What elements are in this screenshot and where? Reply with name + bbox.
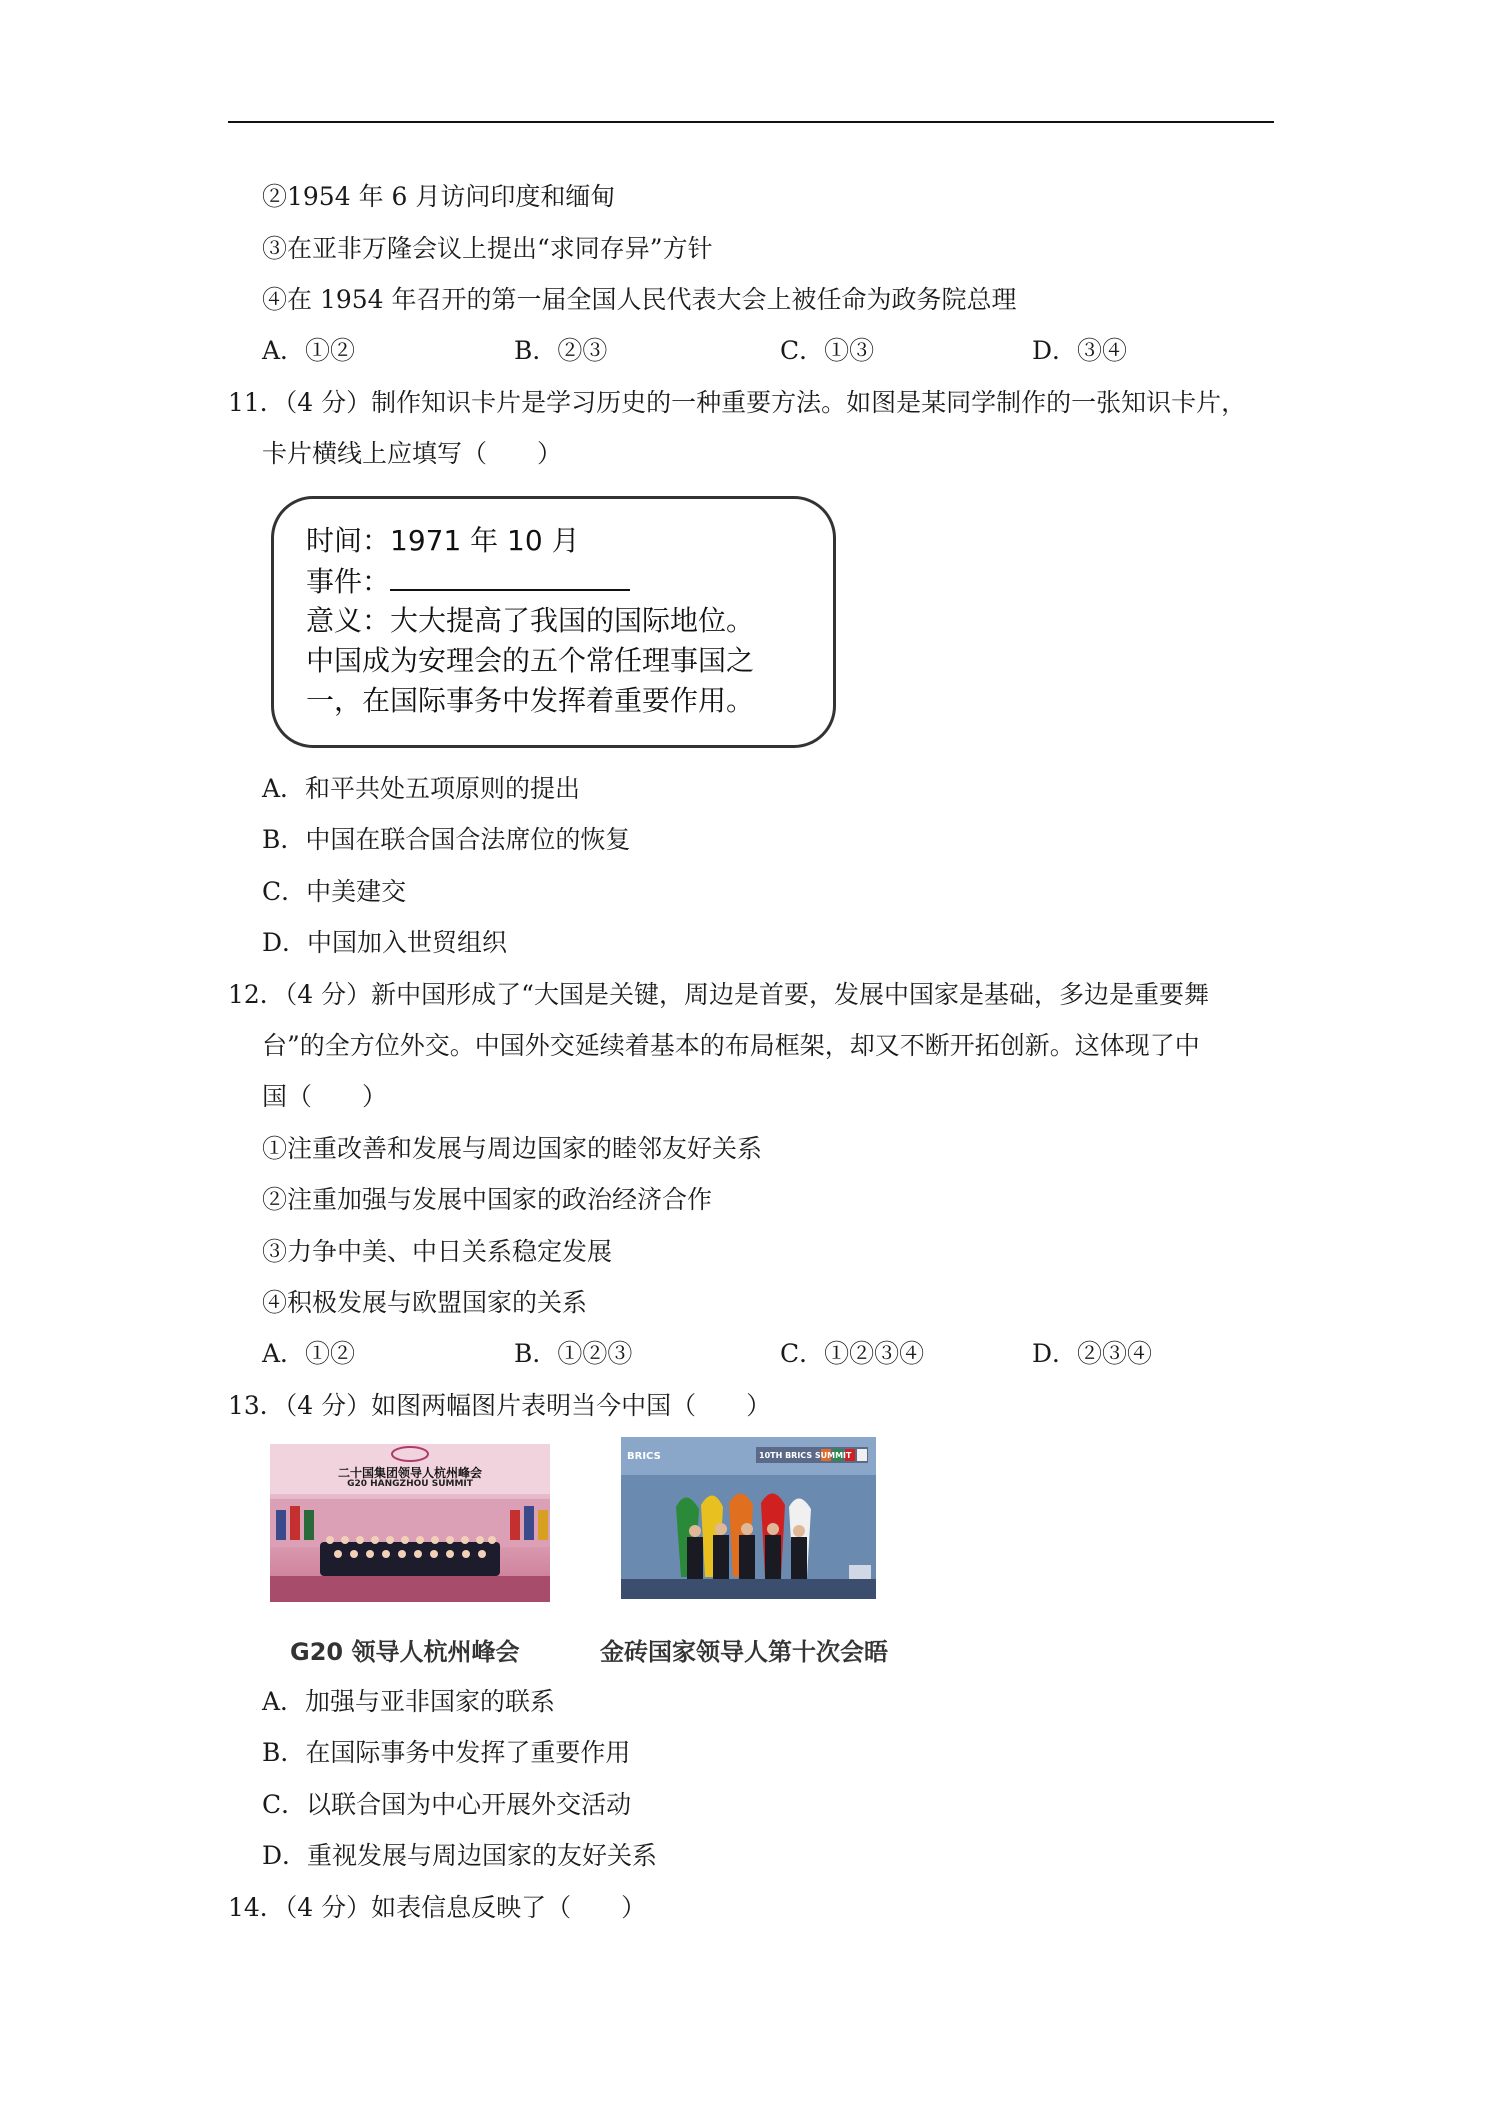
q10-item-4: ④在 1954 年召开的第一届全国人民代表大会上被任命为政务院总理 bbox=[262, 285, 1017, 314]
q12-item-4: ④积极发展与欧盟国家的关系 bbox=[262, 1288, 588, 1317]
q12-item-1: ①注重改善和发展与周边国家的睦邻友好关系 bbox=[262, 1134, 763, 1163]
card-time: 时间：1971 年 10 月 bbox=[306, 524, 580, 557]
brics-logo: BRICS bbox=[627, 1451, 661, 1462]
knowledge-card bbox=[271, 496, 836, 748]
q11-stem-line2: 卡片横线上应填写（ ） bbox=[262, 439, 563, 468]
g20-banner-cn: 二十国集团领导人杭州峰会 bbox=[337, 1466, 482, 1480]
q12-stem-line3: 国（ ） bbox=[262, 1082, 388, 1111]
q10-item-3: ③在亚非万隆会议上提出“求同存异”方针 bbox=[262, 234, 713, 263]
brics-photo bbox=[621, 1437, 876, 1599]
q14-stem: 14．（4 分）如表信息反映了（ ） bbox=[228, 1893, 647, 1922]
q12-option-b[interactable]: B．①②③ bbox=[514, 1339, 633, 1368]
brics-banner: 10TH BRICS SUMMIT bbox=[759, 1451, 852, 1460]
q11-option-d[interactable]: D．中国加入世贸组织 bbox=[262, 928, 508, 957]
q10-option-a[interactable]: A．①② bbox=[262, 336, 356, 365]
card-meaning-line1: 意义：大大提高了我国的国际地位。 bbox=[306, 604, 755, 637]
q12-option-a[interactable]: A．①② bbox=[262, 1339, 356, 1368]
q13-option-c[interactable]: C．以联合国为中心开展外交活动 bbox=[262, 1790, 632, 1819]
q10-item-2: ②1954 年 6 月访问印度和缅甸 bbox=[262, 182, 616, 211]
q10-option-d[interactable]: D．③④ bbox=[1032, 336, 1128, 365]
q11-option-c[interactable]: C．中美建交 bbox=[262, 877, 407, 906]
card-meaning-line3: 一，在国际事务中发挥着重要作用。 bbox=[306, 684, 755, 717]
q12-option-d[interactable]: D．②③④ bbox=[1032, 1339, 1153, 1368]
q10-option-b[interactable]: B．②③ bbox=[514, 336, 608, 365]
q11-option-a[interactable]: A．和平共处五项原则的提出 bbox=[262, 774, 581, 803]
q11-option-b[interactable]: B．中国在联合国合法席位的恢复 bbox=[262, 825, 631, 854]
header-rule bbox=[228, 121, 1274, 123]
caption-g20: G20 领导人杭州峰会 bbox=[290, 1638, 520, 1666]
q12-item-2: ②注重加强与发展中国家的政治经济合作 bbox=[262, 1185, 713, 1214]
card-event-label: 事件： bbox=[306, 565, 391, 598]
g20-banner-en: G20 HANGZHOU SUMMIT bbox=[347, 1479, 473, 1489]
q13-option-a[interactable]: A．加强与亚非国家的联系 bbox=[262, 1687, 556, 1716]
card-event bbox=[306, 563, 630, 600]
q13-option-d[interactable]: D．重视发展与周边国家的友好关系 bbox=[262, 1841, 658, 1870]
q12-stem-line2: 台”的全方位外交。中国外交延续着基本的布局框架，却又不断开拓创新。这体现了中 bbox=[262, 1031, 1200, 1060]
q10-option-c[interactable]: C．①③ bbox=[780, 336, 875, 365]
q12-stem-line1: 12．（4 分）新中国形成了“大国是关键，周边是首要，发展中国家是基础，多边是重要舞 bbox=[228, 980, 1209, 1009]
caption-brics: 金砖国家领导人第十次会晤 bbox=[600, 1638, 888, 1666]
card-meaning-line2: 中国成为安理会的五个常任理事国之 bbox=[306, 644, 755, 677]
g20-photo bbox=[270, 1444, 550, 1602]
q13-option-b[interactable]: B．在国际事务中发挥了重要作用 bbox=[262, 1738, 631, 1767]
q13-stem: 13．（4 分）如图两幅图片表明当今中国（ ） bbox=[228, 1391, 772, 1420]
q11-stem-line1: 11．（4 分）制作知识卡片是学习历史的一种重要方法。如图是某同学制作的一张知识卡片， bbox=[228, 388, 1247, 417]
q12-item-3: ③力争中美、中日关系稳定发展 bbox=[262, 1237, 613, 1266]
card-event-blank bbox=[390, 563, 630, 591]
q12-option-c[interactable]: C．①②③④ bbox=[780, 1339, 925, 1368]
